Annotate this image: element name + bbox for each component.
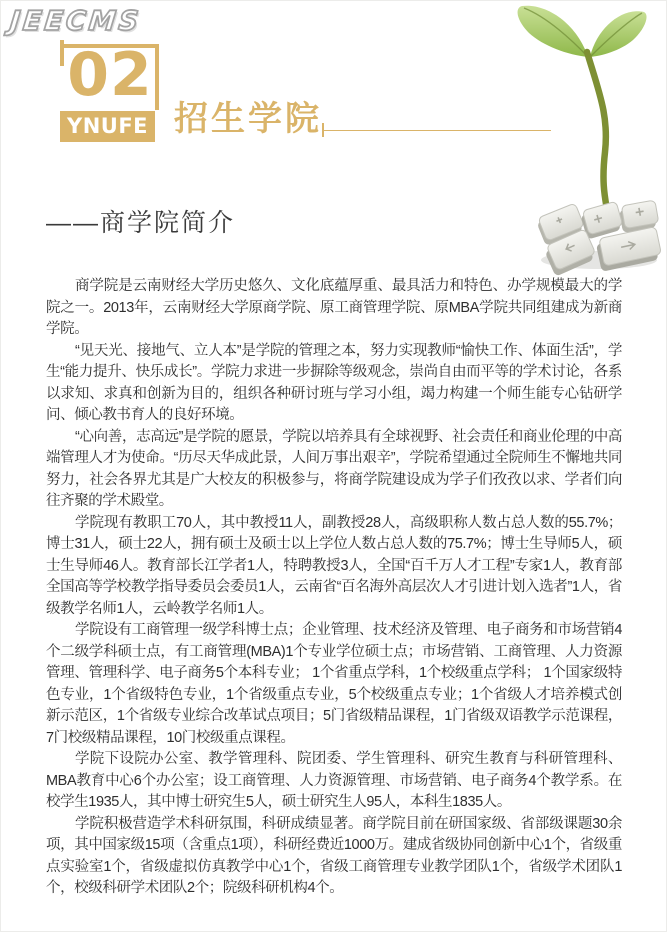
sprout-leaves-icon xyxy=(518,6,647,57)
paragraph: 学院下设院办公室、教学管理科、院团委、学生管理科、研究生教育与科研管理科、MBA教育中心6个办公室；设工商管理、人力资源管理、市场营销、电子商务4个教学系。在校学生1935人，其中博士研究生5人，硕士研究生人95人，本科生1835人。 xyxy=(46,751,622,810)
jeecms-logo: JEECMS xyxy=(8,6,143,37)
sprout-keyboard-icon xyxy=(477,0,667,285)
paragraph: 学院积极营造学术科研氛围，科研成绩显著。商学院目前在研国家级、省部级课题30余项，其中国家级15项（含重点1项），科研经费近1000万。建成省级协同创新中心1个，省级重点实验室1个，省级虚拟仿真教学中心1个，省级工商管理专业教学团队1个，省级学术团队1个，校级科研学术团队2个；院级科研机构4个。 xyxy=(46,815,622,896)
section-org-badge: YNUFE xyxy=(60,111,155,142)
section-title: 招生学院 xyxy=(174,100,322,138)
paragraph: 学院设有工商管理一级学科博士点；企业管理、技术经济及管理、电子商务和市场营销4个二级学科硕士点，有工商管理(MBA)1个专业学位硕士点；市场营销、工商管理、人力资源管理、管理科学、电子商务5个本科专业； 1个省重点学科，1个校级重点学科； 1个国家级特色专业，1个省级特色专业，1个省级重点专业，5个校级重点专业；1个省级人才培养模式创新示范区，1个省级专业综合改革试点项目；5门省级精品课程，1门省级双语教学示范课程，7门校级精品课程，10门校级重点课程。 xyxy=(46,622,622,746)
paragraph: “心向善，志高远”是学院的愿景，学院以培养具有全球视野、社会责任和商业伦理的中高端管理人才为使命。“历尽天华成此景，人间万事出艰辛”，学院希望通过全院师生不懈地共同努力，社会各界尤其是广大校友的积极参与，将商学院建设成为学子们孜孜以求、学者们向往齐聚的学术殿堂。 xyxy=(46,428,622,509)
article-body xyxy=(46,276,622,900)
section-number: 02 xyxy=(67,40,153,110)
paragraph: 学院现有教职工70人，其中教授11人，副教授28人，高级职称人数占总人数的55.7%；博士31人，硕士22人，拥有硕士及硕士以上学位人数占总人数的75.7%；博士生导师5人，硕士生导师46人。教育部长江学者1人，特聘教授3人，全国“百千万人才工程”专家1人，教育部全国高等学校教学指导委员会委员1人，云南省“百名海外高层次人才引进计划入选者”1人，省级教学名师1人，云岭教学名师1人。 xyxy=(46,514,622,617)
sprout-stem-icon xyxy=(587,52,608,216)
keyboard-keys-icon xyxy=(535,200,662,277)
doc-heading: ——商学院简介 xyxy=(46,209,236,237)
paragraph: 商学院是云南财经大学历史悠久、文化底蕴厚重、最具活力和特色、办学规模最大的学院之一。2013年，云南财经大学原商学院、原工商管理学院、原MBA学院共同组建成为新商学院。 xyxy=(46,278,622,337)
paragraph: “见天光、接地气、立人本”是学院的管理之本，努力实现教师“愉快工作、体面生活”，学生“能力提升、快乐成长”。学院力求进一步摒除等级观念，崇尚自由而平等的学术讨论，各系以求知、求真和创新为目的，组织各种研讨班与学习小组，竭力构建一个师生能专心钻研学问、倾心教书育人的良好环境。 xyxy=(46,342,622,423)
